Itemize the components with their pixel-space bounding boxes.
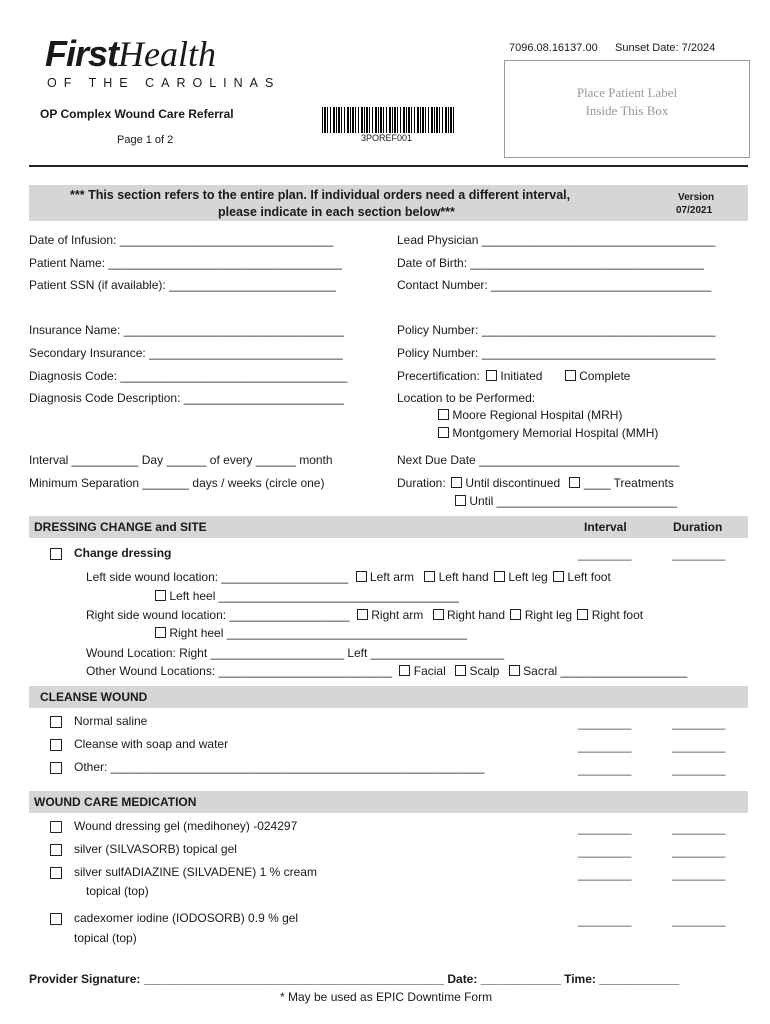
- next-due-date-field[interactable]: Next Due Date ______________________________: [397, 453, 680, 467]
- left-leg-checkbox[interactable]: [494, 571, 505, 582]
- medihoney-checkbox[interactable]: [50, 821, 62, 833]
- silvadene-label: silver sulfADIAZINE (SILVADENE) 1 % cream: [74, 865, 317, 879]
- change-dressing-checkbox[interactable]: [50, 548, 62, 560]
- facial-checkbox[interactable]: [399, 665, 410, 676]
- right-heel-checkbox[interactable]: [155, 627, 166, 638]
- mmh-label: Montgomery Memorial Hospital (MMH): [452, 426, 659, 440]
- dressing-heading: DRESSING CHANGE and SITE: [34, 520, 207, 534]
- patient-label-line1: Place Patient Label: [576, 85, 678, 100]
- mmh-checkbox[interactable]: [438, 427, 449, 438]
- iodosorb-interval[interactable]: ________: [578, 913, 632, 927]
- right-side-location-field[interactable]: Right side wound location: __________________: [86, 608, 350, 622]
- right-hand-label: Right hand: [446, 608, 505, 622]
- plan-banner-line2: please indicate in each section below***: [218, 205, 455, 219]
- page-number: Page 1 of 2: [117, 134, 174, 146]
- logo-first-text: First: [45, 33, 119, 74]
- duration-label: Duration:: [397, 476, 446, 490]
- iodosorb-checkbox[interactable]: [50, 913, 62, 925]
- change-dressing-duration[interactable]: ________: [672, 547, 726, 561]
- cleanse-heading: CLEANSE WOUND: [40, 690, 148, 704]
- medihoney-label: Wound dressing gel (medihoney) -024297: [74, 819, 298, 833]
- complete-checkbox[interactable]: [565, 370, 576, 381]
- right-foot-checkbox[interactable]: [577, 609, 588, 620]
- initiated-label: Initiated: [500, 369, 543, 383]
- iodosorb-label: cadexomer iodine (IODOSORB) 0.9 % gel: [74, 911, 299, 925]
- initiated-checkbox[interactable]: [486, 370, 497, 381]
- logo: [45, 34, 216, 82]
- until-discontinued-checkbox[interactable]: [451, 477, 462, 488]
- silvasorb-label: silver (SILVASORB) topical gel: [74, 842, 237, 856]
- cleanse-other-duration[interactable]: ________: [672, 762, 726, 776]
- policy-number-2-field[interactable]: Policy Number: ___________________________________: [397, 346, 716, 360]
- until-label: Until ___________________________: [469, 494, 677, 508]
- silvadene-label-line2: topical (top): [86, 884, 149, 898]
- other-locations-field[interactable]: Other Wound Locations: __________________________: [86, 664, 393, 678]
- change-dressing-label: Change dressing: [74, 546, 172, 560]
- silvasorb-checkbox[interactable]: [50, 844, 62, 856]
- secondary-insurance-field[interactable]: Secondary Insurance: _____________________________: [29, 346, 343, 360]
- policy-number-field[interactable]: Policy Number: ___________________________________: [397, 323, 716, 337]
- normal-saline-duration[interactable]: ________: [672, 716, 726, 730]
- date-of-birth-field[interactable]: Date of Birth: ___________________________________: [397, 256, 704, 270]
- complete-label: Complete: [579, 369, 631, 383]
- right-leg-label: Right leg: [524, 608, 573, 622]
- scalp-label: Scalp: [469, 664, 500, 678]
- until-discontinued-label: Until discontinued: [465, 476, 561, 490]
- version-value: 07/2021: [676, 205, 713, 216]
- silvadene-interval[interactable]: ________: [578, 867, 632, 881]
- right-heel-field[interactable]: Right heel ____________________________________: [169, 626, 467, 640]
- silvasorb-interval[interactable]: ________: [578, 844, 632, 858]
- left-hand-checkbox[interactable]: [424, 571, 435, 582]
- right-arm-checkbox[interactable]: [357, 609, 368, 620]
- minimum-separation-field[interactable]: Minimum Separation _______ days / weeks (circle one): [29, 476, 325, 490]
- downtime-note: * May be used as EPIC Downtime Form: [280, 990, 493, 1004]
- right-foot-label: Right foot: [591, 608, 644, 622]
- treatments-label: ____ Treatments: [583, 476, 674, 490]
- date-of-infusion-field[interactable]: Date of Infusion: ________________________________: [29, 233, 334, 247]
- diagnosis-code-field[interactable]: Diagnosis Code: __________________________________: [29, 369, 348, 383]
- other-locations-row: [86, 664, 687, 678]
- plan-banner-line1: *** This section refers to the entire plan. If individual orders need a different interval,: [70, 188, 571, 202]
- right-arm-label: Right arm: [371, 608, 424, 622]
- left-heel-field[interactable]: Left heel ____________________________________: [169, 589, 459, 603]
- soap-water-checkbox[interactable]: [50, 739, 62, 751]
- right-side-location-row: [86, 608, 643, 622]
- silvadene-checkbox[interactable]: [50, 867, 62, 879]
- cleanse-other-interval[interactable]: ________: [578, 762, 632, 776]
- left-arm-checkbox[interactable]: [356, 571, 367, 582]
- provider-signature-line[interactable]: Provider Signature: _____________________________________________ Date: ____________ Time: ____________: [29, 972, 680, 986]
- insurance-name-field[interactable]: Insurance Name: _________________________________: [29, 323, 344, 337]
- sunset-date: Sunset Date: 7/2024: [615, 42, 716, 54]
- sacral-label: Sacral ___________________: [523, 664, 688, 678]
- soap-water-duration[interactable]: ________: [672, 739, 726, 753]
- medihoney-interval[interactable]: ________: [578, 821, 632, 835]
- sacral-checkbox[interactable]: [509, 665, 520, 676]
- normal-saline-checkbox[interactable]: [50, 716, 62, 728]
- form-code: 7096.08.16137.00: [509, 42, 598, 54]
- patient-label-line2: Inside This Box: [585, 103, 669, 118]
- change-dressing-interval[interactable]: ________: [578, 547, 632, 561]
- until-option: [455, 494, 677, 508]
- interval-field[interactable]: Interval __________ Day ______ of every ______ month: [29, 453, 333, 467]
- right-hand-checkbox[interactable]: [433, 609, 444, 620]
- lead-physician-field[interactable]: Lead Physician ___________________________________: [397, 233, 716, 247]
- patient-ssn-field[interactable]: Patient SSN (if available): _________________________: [29, 278, 336, 292]
- silvasorb-duration[interactable]: ________: [672, 844, 726, 858]
- header-divider: [29, 165, 748, 167]
- soap-water-interval[interactable]: ________: [578, 739, 632, 753]
- patient-label-box: [504, 60, 750, 158]
- medihoney-duration[interactable]: ________: [672, 821, 726, 835]
- contact-number-field[interactable]: Contact Number: _________________________________: [397, 278, 712, 292]
- left-leg-label: Left leg: [508, 570, 548, 584]
- diagnosis-description-field[interactable]: Diagnosis Code Description: ________________________: [29, 391, 344, 405]
- barcode: [322, 107, 456, 133]
- form-title: OP Complex Wound Care Referral: [40, 107, 234, 121]
- iodosorb-label-line2: topical (top): [74, 931, 137, 945]
- facial-label: Facial: [413, 664, 446, 678]
- left-heel-row: [155, 589, 459, 603]
- version-label: Version: [678, 192, 715, 203]
- patient-name-field[interactable]: Patient Name: ___________________________________: [29, 256, 342, 270]
- precertification-row: [397, 369, 630, 383]
- location-label: Location to be Performed:: [397, 391, 536, 405]
- treatments-checkbox[interactable]: [569, 477, 580, 488]
- logo-health-text: Health: [118, 34, 216, 74]
- until-checkbox[interactable]: [455, 495, 466, 506]
- duration-row: [397, 476, 674, 490]
- left-side-location-row: [86, 570, 611, 584]
- precertification-label: Precertification:: [397, 369, 480, 383]
- left-foot-checkbox[interactable]: [553, 571, 564, 582]
- iodosorb-duration[interactable]: ________: [672, 913, 726, 927]
- cleanse-other-field[interactable]: Other: ________________________________________________________: [74, 760, 485, 774]
- left-hand-label: Left hand: [438, 570, 489, 584]
- interval-column-header: Interval: [584, 520, 627, 534]
- left-arm-label: Left arm: [369, 570, 414, 584]
- mrh-label: Moore Regional Hospital (MRH): [452, 408, 623, 422]
- logo-subtitle: OF THE CAROLINAS: [47, 76, 281, 90]
- normal-saline-label: Normal saline: [74, 714, 148, 728]
- left-heel-checkbox[interactable]: [155, 590, 166, 601]
- mmh-option: [438, 426, 658, 440]
- soap-water-label: Cleanse with soap and water: [74, 737, 229, 751]
- mrh-option: [438, 408, 622, 422]
- barcode-text: 3POREF001: [361, 133, 413, 143]
- wound-location-field[interactable]: Wound Location: Right ____________________ Left ____________________: [86, 646, 505, 660]
- scalp-checkbox[interactable]: [455, 665, 466, 676]
- duration-column-header: Duration: [673, 520, 723, 534]
- right-heel-row: [155, 626, 467, 640]
- silvadene-duration[interactable]: ________: [672, 867, 726, 881]
- cleanse-other-checkbox[interactable]: [50, 762, 62, 774]
- mrh-checkbox[interactable]: [438, 409, 449, 420]
- normal-saline-interval[interactable]: ________: [578, 716, 632, 730]
- left-foot-label: Left foot: [567, 570, 611, 584]
- right-leg-checkbox[interactable]: [510, 609, 521, 620]
- medication-heading: WOUND CARE MEDICATION: [34, 795, 197, 809]
- left-side-location-field[interactable]: Left side wound location: ___________________: [86, 570, 349, 584]
